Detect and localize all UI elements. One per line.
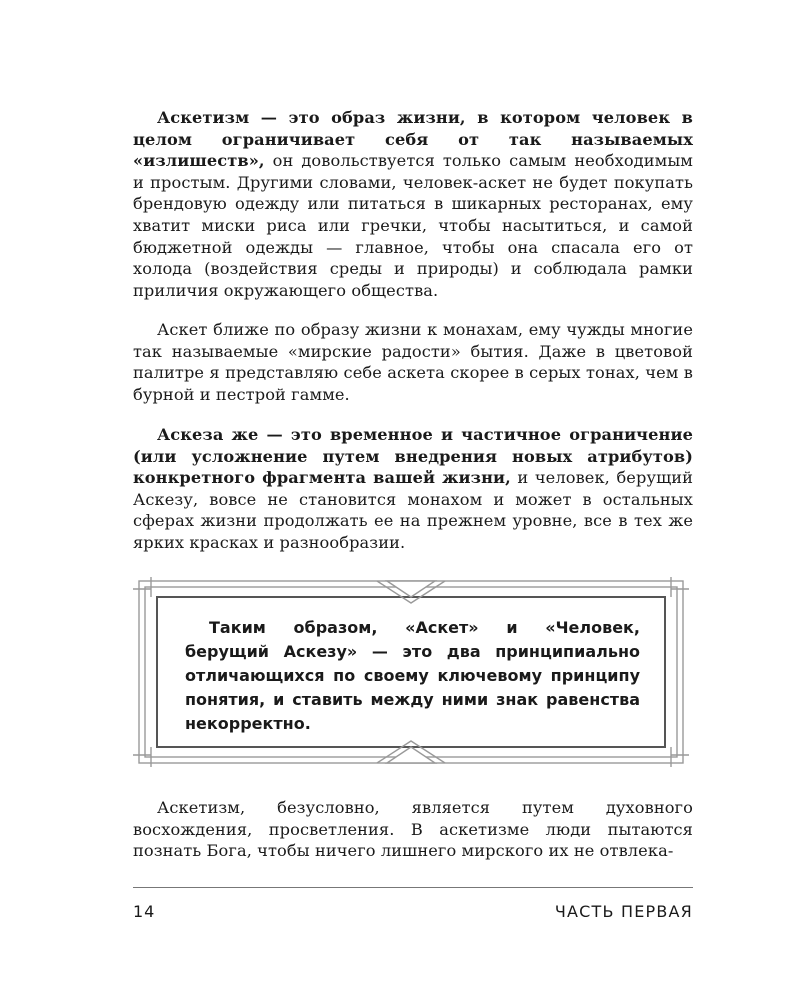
- callout-paragraph: Таким образом, «Аскет» и «Человек, берущий Аскезу» — это два принципиально отличающихся по своему ключевому принципу понятия, и ставить между ними знак равенства некорректно.: [185, 618, 640, 733]
- paragraph-asceticism-spiritual: [133, 797, 693, 862]
- paragraph-body: и человек, берущий Аскезу, вовсе не становится монахом и может в остальных сферах жизни продолжать ее на прежнем уровне, все в тех же ярких красках и разнообразии.: [133, 468, 693, 552]
- running-footer-section: ЧАСТЬ ПЕРВАЯ: [554, 902, 693, 921]
- paragraph-bold-lead: Аскеза же — это временное и частичное ограничение (или усложнение путем внедрения новых атрибутов) конкретного фрагмента вашей жизни,: [133, 425, 693, 488]
- paragraph-body: Аскетизм, безусловно, является путем духовного восхождения, просветления. В аскетизме люди пытаются познать Бога, чтобы ничего лишнего мирского их не отвлека-: [133, 798, 693, 861]
- paragraph-askeza-definition: [133, 424, 693, 554]
- page-number: 14: [133, 902, 156, 921]
- callout-box: [133, 577, 689, 767]
- footer-divider: [133, 887, 693, 888]
- paragraph-bold-lead: Аскетизм — это образ жизни, в котором человек в целом ограничивает себя от так называемых «излишеств»,: [133, 108, 693, 171]
- paragraph-body: Аскет ближе по образу жизни к монахам, ему чужды многие так называемые «мирские радости» бытия. Даже в цветовой палитре я представляю себе аскета скорее в серых тонах, чем в бурной и пестрой гамме.: [133, 320, 693, 404]
- paragraph-asceticism-definition: [133, 107, 693, 301]
- paragraph-body: он довольствуется только самым необходимым и простым. Другими словами, человек-аскет не будет покупать брендовую одежду или питаться в шикарных ресторанах, ему хватит миски риса или гречки, чтобы насытиться, и самой бюджетной одежды — главное, чтобы она спасала его от холода (воздействия среды и природы) и соблюдала рамки приличия окружающего общества.: [133, 151, 693, 300]
- callout-text: [185, 616, 640, 736]
- paragraph-ascetic-monks: [133, 319, 693, 405]
